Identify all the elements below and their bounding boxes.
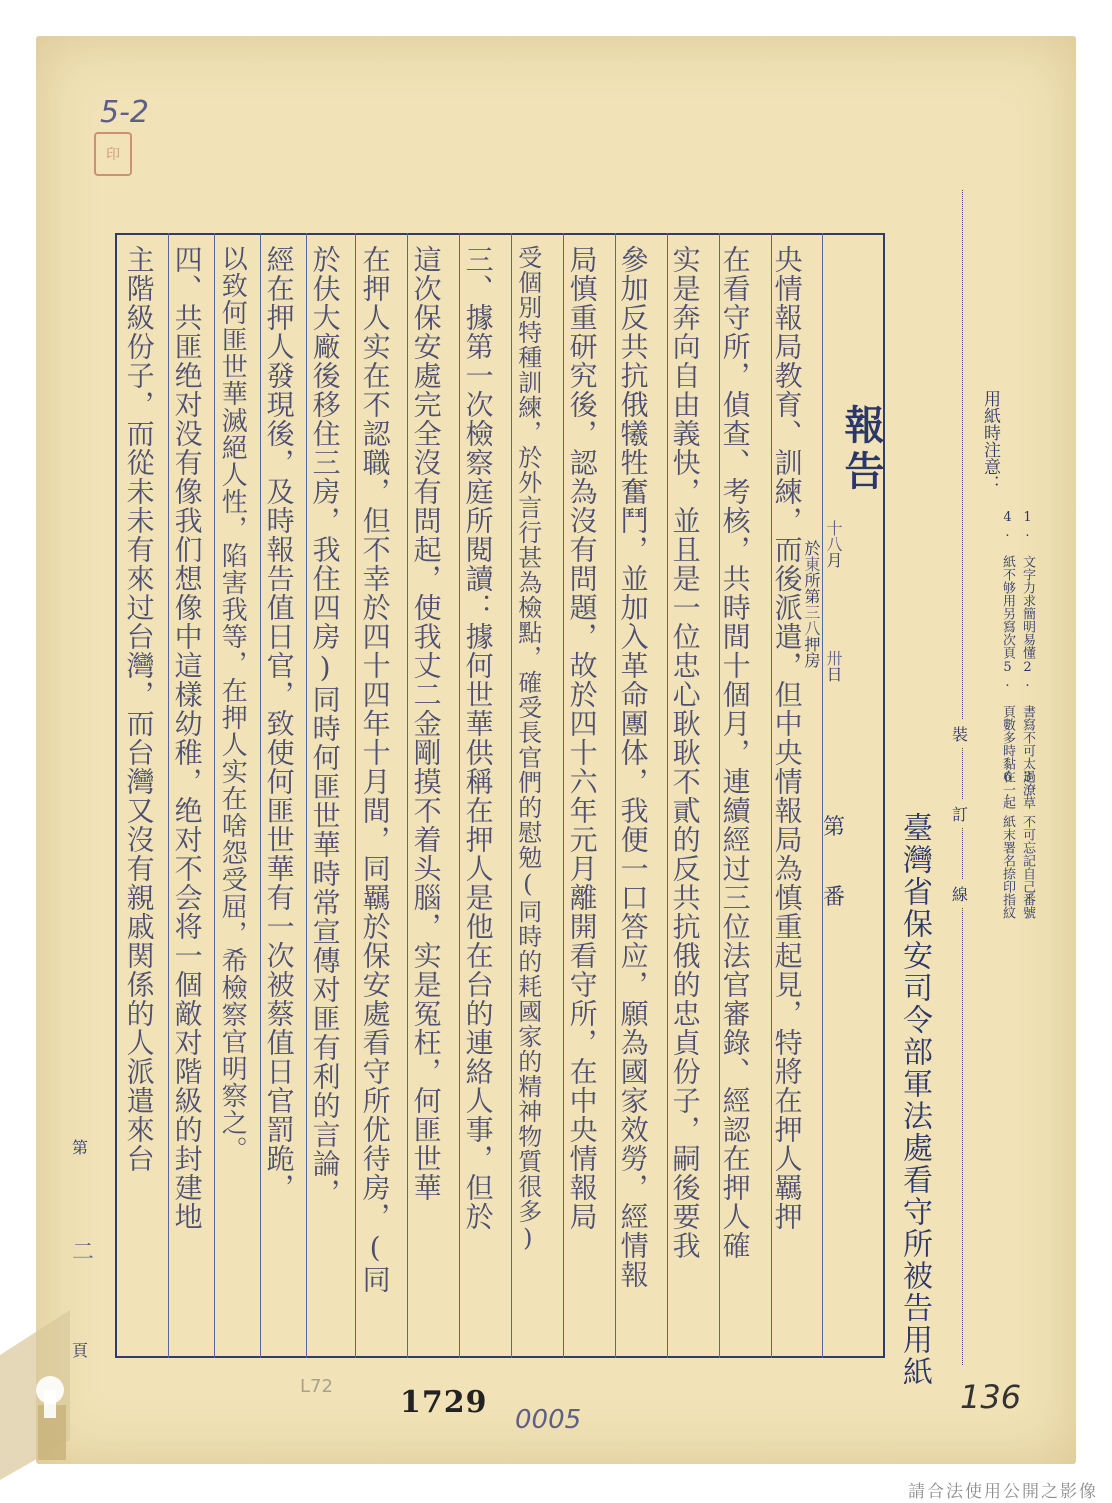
body-column-5: 局慎重研究後，認為沒有問題，故於四十六年元月離開看守所，在中央情報局 bbox=[565, 245, 599, 1231]
note-item: 5. 頁數多時黏在一起 bbox=[1000, 660, 1015, 809]
usage-notice-footer: 請合法使用公開之影像 bbox=[908, 1482, 1098, 1502]
handwritten-sheet-number: 0005 bbox=[515, 1405, 582, 1435]
location-suffix: 所第 bbox=[802, 572, 821, 604]
column-rule bbox=[168, 233, 169, 1358]
column-rule bbox=[511, 233, 512, 1358]
body-column-13: 四、共匪绝对没有像我们想像中這樣幼稚，绝对不会将一個敵对階級的封建地 bbox=[170, 245, 204, 1231]
date-day-value: 卅 bbox=[824, 650, 843, 666]
notes-heading: 用紙時注意： bbox=[980, 390, 1000, 492]
date-month-value: 十八 bbox=[824, 520, 843, 552]
corner-handwritten-number: 5-2 bbox=[100, 95, 149, 130]
body-column-4: 參加反共抗俄犧牲奮鬥，並加入革命團体，我便一口答应，願為國家效勞，經情報 bbox=[616, 245, 650, 1289]
report-title: 報告 bbox=[838, 404, 885, 496]
note-item: 6. 紙末署名捺印指紋 bbox=[1000, 770, 1015, 919]
faded-stamp-code: L72 bbox=[300, 1376, 333, 1397]
page-label-di: 第 bbox=[72, 1138, 89, 1157]
body-column-6: 受個別特種訓練，於外言行甚為檢點，確受長官們的慰勉(同時的耗國家的精神物質很多) bbox=[513, 245, 542, 1253]
column-rule bbox=[214, 233, 215, 1358]
date-day bbox=[822, 650, 845, 682]
red-seal-stamp: 印 bbox=[94, 132, 132, 176]
binding-label-zhuang: 裝 bbox=[952, 720, 968, 747]
note-item: 3. 不可忘記自己番號 bbox=[1020, 770, 1035, 919]
column-rule bbox=[459, 233, 460, 1358]
archive-logo-icon bbox=[0, 1310, 120, 1480]
body-column-9: 在押人实在不認職，但不幸於四十四年十月間，同羈於保安處看守所优待房，(同 bbox=[358, 245, 392, 1294]
number-label-fan: 番 bbox=[823, 885, 846, 910]
date-month-unit: 月 bbox=[824, 552, 843, 568]
body-column-1: 央情報局教育、訓練，而後派遣，但中央情報局為慎重起見，特將在押人羈押 bbox=[770, 245, 804, 1231]
body-column-10: 於伕大廠後移住三房，我住四房)同時何匪世華時常宣傳对匪有利的言論， bbox=[308, 245, 342, 1207]
date-month bbox=[822, 520, 845, 568]
column-rule bbox=[822, 233, 823, 1358]
location-place: 東 bbox=[802, 556, 821, 572]
body-column-3: 实是奔向自由義快，並且是一位忠心耿耿不貳的反共抗俄的忠貞份子，嗣後要我 bbox=[668, 245, 702, 1260]
form-title: 臺灣省保安司令部軍法處看守所被告用紙 bbox=[897, 812, 932, 1388]
binding-label-xian: 線 bbox=[952, 880, 968, 907]
body-column-11: 經在押人發現後，及時報告值日官，致使何匪世華有一次被蔡值日官罰跪， bbox=[262, 245, 296, 1202]
note-item: 4. 紙不够用另寫次頁 bbox=[1000, 510, 1015, 659]
column-rule bbox=[306, 233, 307, 1358]
column-rule bbox=[407, 233, 408, 1358]
body-column-2: 在看守所，偵查、考核，共時間十個月，連續經过三位法官審錄、經認在押人確 bbox=[718, 245, 752, 1260]
note-item: 2. 書寫不可太過潦草 bbox=[1020, 660, 1035, 809]
location-prefix: 於 bbox=[802, 540, 821, 556]
column-rule bbox=[355, 233, 356, 1358]
body-column-8: 這次保安處完全沒有問起，使我丈二金剛摸不着头腦，实是冤枉，何匪世華 bbox=[409, 245, 443, 1202]
page-number: 二 bbox=[72, 1240, 95, 1265]
number-label-di: 第 bbox=[823, 815, 846, 840]
column-rule bbox=[260, 233, 261, 1358]
column-rule bbox=[563, 233, 564, 1358]
handwritten-folio-number: 136 bbox=[960, 1378, 1022, 1416]
body-column-14: 主階級份子，而從未未有來过台灣，而台灣又沒有親戚関係的人派遣來台 bbox=[122, 245, 156, 1173]
body-column-7: 三、據第一次檢察庭所閱讀：據何世華供稱在押人是他在台的連絡人事，但於 bbox=[461, 245, 495, 1231]
location-room: 三八 bbox=[802, 604, 821, 636]
archive-document-number: 1729 bbox=[400, 1385, 488, 1420]
date-day-unit: 日 bbox=[824, 666, 843, 682]
body-column-12: 以致何匪世華滅絕人性，陷害我等，在押人实在啥怨受屈，希檢察官明察之。 bbox=[217, 245, 248, 1163]
binding-dotted-line bbox=[962, 190, 963, 1365]
note-item: 1. 文字力求簡明易懂 bbox=[1020, 510, 1035, 659]
binding-label-ding: 訂 bbox=[952, 800, 968, 827]
location-room-suffix: 押房 bbox=[802, 636, 821, 668]
page-label-ye: 頁 bbox=[72, 1341, 89, 1360]
